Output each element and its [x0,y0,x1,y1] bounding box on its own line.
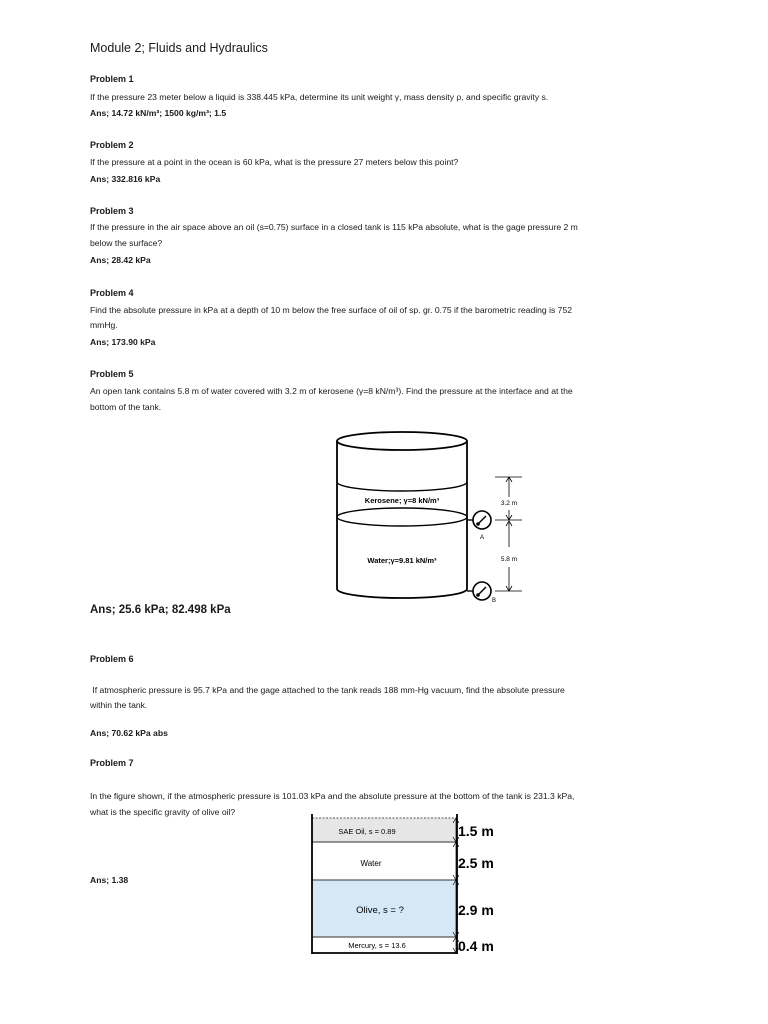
water-depth-label: 5.8 m [500,556,518,563]
mercury-depth-label: 0.4 m [458,938,494,954]
problem-3-text-line-2: below the surface? [90,238,163,248]
problem-7-text-line-2: what is the specific gravity of olive oil? [90,807,236,817]
sae-oil-depth-label: 1.5 m [458,823,494,839]
problem-3-text-line-1: If the pressure in the air space above an oil (s=0.75) surface in a closed tank is 115 kPa absolute, what is the gage pressure 2 m [90,222,578,232]
problem-5-text-line-1: An open tank contains 5.8 m of water covered with 3.2 m of kerosene (γ=8 kN/m³). Find the pressure at the interface and at the [90,386,573,396]
problem-6-title: Problem 6 [90,654,134,664]
problem-2-text: If the pressure at a point in the ocean is 60 kPa, what is the pressure 27 meters below this point? [90,157,459,167]
gauge-b-label: B [491,598,497,604]
sae-oil-layer-label: SAE Oil, s = 0.89 [338,827,396,836]
problem-7-answer: Ans; 1.38 [90,875,129,885]
problem-2-answer: Ans; 332.816 kPa [90,174,161,184]
problem-6-answer: Ans; 70.62 kPa abs [90,728,168,738]
problem-1-text: If the pressure 23 meter below a liquid is 338.445 kPa, determine its unit weight γ, mass density ρ, and specific gravity s. [90,92,549,102]
problem-4-text-line-2: mmHg. [90,320,118,330]
problem-5-text-line-2: bottom of the tank. [90,402,162,412]
water-depth-label-7: 2.5 m [458,855,494,871]
problem-3-title: Problem 3 [90,206,134,216]
mercury-layer-label: Mercury, s = 13.6 [348,941,406,950]
gauge-a-label: A [479,535,485,541]
problem-5-title: Problem 5 [90,369,134,379]
olive-layer-label: Olive, s = ? [356,905,404,916]
kerosene-layer-label: Kerosene; γ=8 kN/m³ [364,496,440,505]
problem-7-text-line-1: In the figure shown, if the atmospheric pressure is 101.03 kPa and the absolute pressure at the bottom of the tank is 231.3 kPa, [90,791,575,801]
problem-2-title: Problem 2 [90,140,134,150]
olive-depth-label: 2.9 m [458,902,494,918]
tank-figure-problem-5 [320,425,540,610]
page-title: Module 2; Fluids and Hydraulics [90,41,268,55]
problem-1-title: Problem 1 [90,74,134,84]
problem-6-text-line-2: within the tank. [90,700,148,710]
layered-tank-figure-problem-7 [305,814,515,958]
problem-4-answer: Ans; 173.90 kPa [90,337,156,347]
problem-4-title: Problem 4 [90,288,134,298]
problem-7-title: Problem 7 [90,758,134,768]
water-layer-label-7: Water [360,859,382,868]
problem-1-answer: Ans; 14.72 kN/m³; 1500 kg/m³; 1.5 [90,108,227,118]
problem-6-text-line-1: If atmospheric pressure is 95.7 kPa and the gage attached to the tank reads 188 mm-Hg vacuum, find the absolute pressure [90,685,565,695]
water-layer-label: Water;γ=9.81 kN/m³ [367,556,437,565]
kerosene-depth-label: 3.2 m [500,500,518,507]
problem-5-answer: Ans; 25.6 kPa; 82.498 kPa [90,604,231,616]
problem-4-text-line-1: Find the absolute pressure in kPa at a depth of 10 m below the free surface of oil of sp. gr. 0.75 if the barometric reading is 752 [90,305,573,315]
problem-3-answer: Ans; 28.42 kPa [90,255,151,265]
